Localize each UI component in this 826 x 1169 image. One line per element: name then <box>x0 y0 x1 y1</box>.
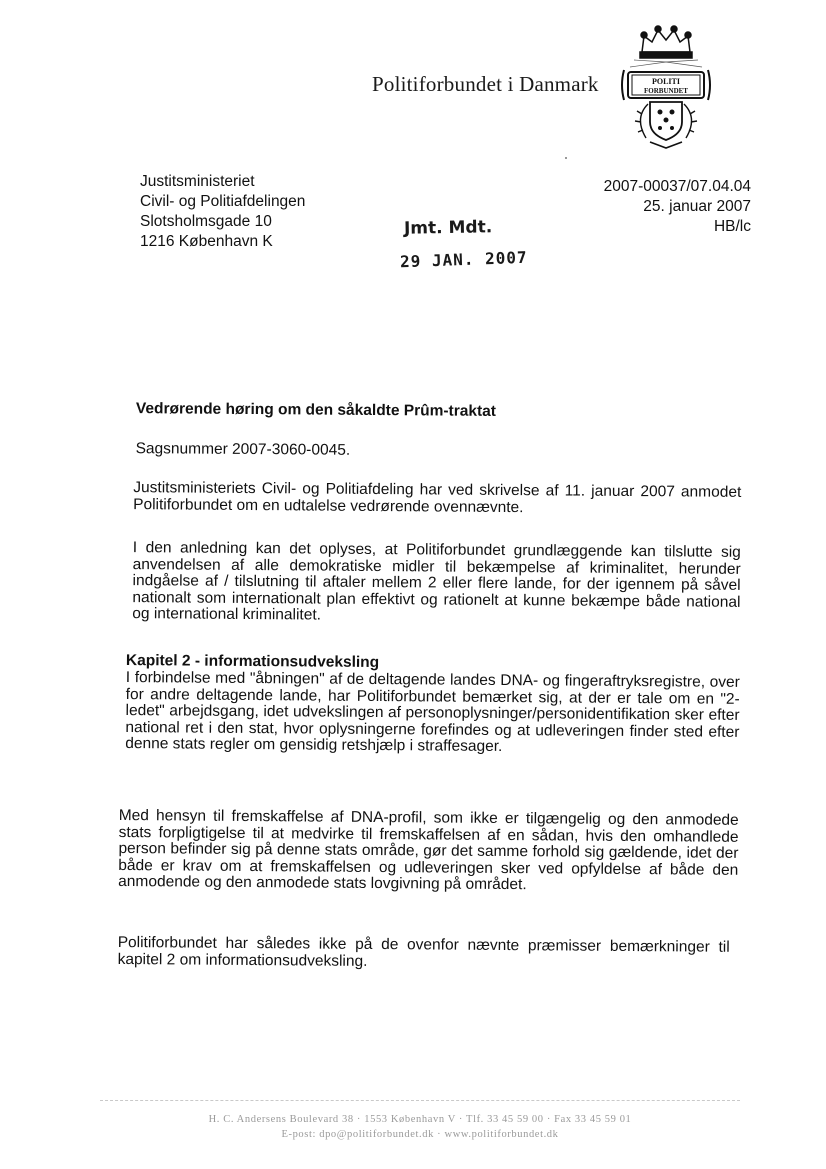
case-reference: 2007-00037/07.04.04 <box>603 178 751 195</box>
initials: HB/lc <box>713 218 751 235</box>
recipient-line: Slotsholmsgade 10 <box>140 213 272 230</box>
reference-block <box>604 177 751 237</box>
recipient-line: Justitsministeriet <box>140 173 255 190</box>
footer-divider <box>100 1100 740 1102</box>
footer <box>100 1100 740 1142</box>
paragraph: Med hensyn til fremskaffelse af DNA-profil, som ikke er tilgængelig og den anmodede stats forpligtigelse til at medvirke til fremskaffelsen af en sådan, hvis den omhandlede person befinder sig på denne stats område, gør det samme forhold sig gældende, idet der både er krav om at fremskaffelsen og udleveringen sker ved opfyldelse af både den anmodende og den anmodede stats lovgivning på området. <box>118 806 739 894</box>
footer-address: H. C. Andersens Boulevard 38 · 1553 København V · Tlf. 33 45 59 00 · Fax 33 45 59 01 <box>208 1114 632 1125</box>
crest-text-politi: POLITI <box>651 77 681 86</box>
received-stamp-label: Jmt. Mdt. <box>403 217 493 239</box>
politiforbundet-crest-logo <box>620 22 712 152</box>
case-number: Sagsnummer 2007-3060-0045. <box>135 440 351 459</box>
letter-body <box>117 400 742 970</box>
recipient-address <box>140 172 305 252</box>
paragraph: I forbindelse med "åbningen" af de deltagende landes DNA- og fingeraftryksregistre, over for andre deltagende lande, har Politiforbundet bemærket sig, at der er tale om en "2-ledet" arbejdsgang, idet udvekslingen af personoplysninger/personidentifikation sker efter national ret i den stat, hvor oplysningerne forefindes og at udleveringen finder sted efter denne stats regler om gensidig retshjælp i straffesager. <box>125 669 740 755</box>
footer-contact: E-post: dpo@politiforbundet.dk · www.politiforbundet.dk <box>281 1129 559 1140</box>
received-stamp-date: 29 JAN. 2007 <box>399 247 528 272</box>
speck <box>565 157 567 159</box>
paragraph: Justitsministeriets Civil- og Politiafdeling har ved skrivelse af 11. januar 2007 anmodet Politiforbundet om en udtalelse vedrørende ovennævnte. <box>133 479 742 516</box>
paragraph: Politiforbundet har således ikke på de ovenfor nævnte præmisser bemærkninger til kapitel 2 om informationsudveksling. <box>117 933 730 970</box>
section-heading-kapitel-2: Kapitel 2 - informationsudveksling <box>125 652 380 672</box>
letter-date: 25. januar 2007 <box>643 198 751 215</box>
crest-text-forbundet: FORBUNDET <box>644 87 688 95</box>
organization-name: Politiforbundet i Danmark <box>372 72 599 96</box>
recipient-line: Civil- og Politiafdelingen <box>140 193 306 210</box>
letter-heading: Vedrørende høring om den såkaldte Prûm-traktat <box>135 400 497 420</box>
paragraph: I den anledning kan det oplyses, at Politiforbundet grundlæggende kan tilslutte sig anvendelsen af alle demokratiske midler til bekæmpelse af kriminalitet, herunder indgåelse af / tilslutning til aftaler mellem 2 eller flere lande, for der igennem på såvel nationalt som internationalt plan effektivt og rationelt at kunne bekæmpe både national og international kriminalitet. <box>132 539 741 624</box>
recipient-line: 1216 København K <box>140 233 273 250</box>
